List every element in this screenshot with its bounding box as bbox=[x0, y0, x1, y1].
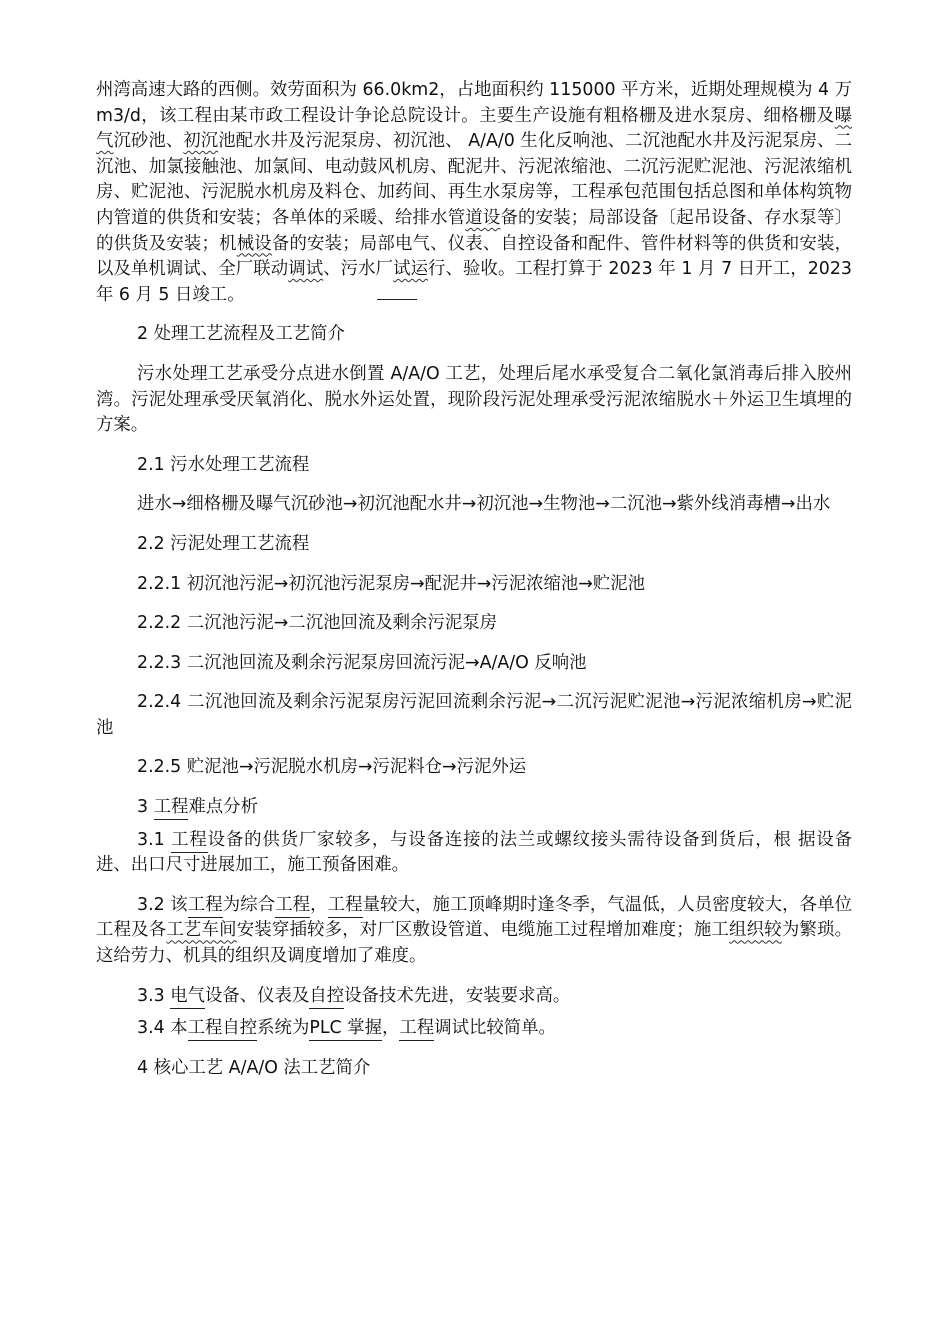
text-run: 行、验收。工程打算于 2023 年 1 月 7 日开工，2023 年 6 月 5 日竣工。 bbox=[96, 259, 852, 305]
underlined-term: 工程 bbox=[327, 894, 363, 915]
underlined-term: 工程 bbox=[153, 797, 189, 818]
spellcheck-word: 道设 bbox=[465, 207, 501, 228]
sludge-flow-item-3: 2.2.3 二沉池回流及剩余污泥泵房回流污泥→A/A/O 反响池 bbox=[137, 652, 587, 673]
difficulty-paragraph-2 bbox=[96, 893, 852, 970]
underlined-term: PLC 掌握 bbox=[309, 1018, 382, 1039]
section-heading-4: 4 核心工艺 A/A/O 法工艺简介 bbox=[137, 1057, 371, 1078]
text-run: 为综合 bbox=[222, 894, 276, 915]
difficulty-paragraph-3 bbox=[96, 984, 852, 1010]
underlined-term: 工程 bbox=[171, 829, 208, 850]
section-heading-2-2: 2.2 污泥处理工艺流程 bbox=[137, 533, 310, 554]
difficulty-paragraph-4 bbox=[96, 1016, 852, 1042]
text-run: 难点分析 bbox=[188, 797, 258, 818]
text-run: 系统为 bbox=[257, 1018, 310, 1039]
text-run: 3.2 该 bbox=[137, 894, 188, 915]
section-heading-3 bbox=[96, 795, 852, 821]
text-run: ， bbox=[381, 1018, 400, 1039]
sewage-flow-paragraph: 进水→细格栅及曝气沉砂池→初沉池配水井→初沉池→生物池→二沉池→紫外线消毒槽→出水 bbox=[137, 494, 831, 515]
text-run: 州湾高速大路的西侧。效劳面积为 66.0km2，占地面积约 115000 平方米，近期处理规模为 4 万 m3/d，该工程由某市政工程设计争论总院设计。主要生产设施有粗格栅及进水泵房、细格栅及 bbox=[96, 80, 852, 126]
text-run: 沉砂池、 bbox=[113, 131, 184, 152]
text-run: 为繁琐。这给劳力、机具的组织及调度增加了难度。 bbox=[96, 920, 852, 967]
sludge-flow-item-4: 2.2.4 二沉池回流及剩余污泥泵房污泥回流剩余污泥→二沉污泥贮泥池→污泥浓缩机房→贮泥池 bbox=[96, 692, 852, 738]
text-run: 3.3 bbox=[137, 985, 171, 1006]
text-run: 备的安装；局部电气、仪表、自控设备和配件、管件材料等的供货和安装，以及单机调试、全厂联动 bbox=[96, 233, 852, 280]
text-run: 3.1 bbox=[137, 829, 172, 850]
text-run: 设备的供货厂家较多，与设备连接的法兰或螺纹接头需待设备到货后，根 据设备进、出口尺寸进展加工，施工预备困难。 bbox=[96, 829, 852, 876]
spellcheck-word: 组织较 bbox=[729, 920, 782, 941]
section-heading-2: 2 处理工艺流程及工艺简介 bbox=[137, 324, 345, 345]
text-run: 设备、仪表及 bbox=[204, 985, 310, 1006]
spellcheck-word: 初沉 bbox=[183, 131, 219, 152]
underlined-term: 工程 bbox=[399, 1018, 435, 1039]
intro-paragraph bbox=[96, 78, 852, 308]
sludge-flow-item-1: 2.2.1 初沉池污泥→初沉池污泥泵房→配泥井→污泥浓缩池→贮泥池 bbox=[137, 573, 646, 594]
text-run: ， bbox=[310, 894, 328, 915]
text-run: 量较大，施工顶峰期时逢冬季，气温低，人员密度较大，各单位工程及各 bbox=[96, 894, 852, 941]
spellcheck-word: 试运 bbox=[393, 259, 429, 280]
sludge-flow-item-2: 2.2.2 二沉池污泥→二沉池回流及剩余污泥泵房 bbox=[137, 613, 497, 634]
underlined-term: 工程 bbox=[187, 894, 223, 915]
spellcheck-word: 曝气 bbox=[96, 105, 852, 152]
process-overview-paragraph: 污水处理工艺承受分点进水倒置 A/A/O 工艺，处理后尾水承受复合二氧化氯消毒后排入胶州湾。污泥处理承受厌氧消化、脱水外运处置，现阶段污泥处理承受污泥浓缩脱水＋外运卫生填埋的方案。 bbox=[96, 363, 852, 436]
text-run: 池配水井及污泥泵房、初沉池、 A/A/0 生化反响池、二沉池配水井及污泥泵房、二沉池、加氯接触池、加氯间、电动鼓风机房、配泥井、污泥浓缩池、二沉污泥贮泥池、污泥浓缩机房、贮泥池、污泥脱水机房及料仓、加药间、再生水泵房等，工程承包范围包括总图和单体构筑物内管道的供货和安装；各单体的采暖、给排水管 bbox=[96, 131, 852, 228]
text-run: 调试比较简单。 bbox=[434, 1018, 556, 1039]
text-run: 设备技术先进，安装要求高。 bbox=[344, 985, 571, 1006]
sludge-flow-item-5: 2.2.5 贮泥池→污泥脱水机房→污泥料仓→污泥外运 bbox=[137, 757, 527, 778]
text-run: 3.4 本 bbox=[137, 1018, 188, 1039]
underlined-term: 电气 bbox=[170, 985, 205, 1006]
text-run: 3 bbox=[137, 797, 154, 818]
underlined-term: 工程 bbox=[275, 894, 311, 915]
text-run: 备的安装；局部设备〔起吊设备、存水泵等〕的供货及安装；机 bbox=[96, 207, 852, 254]
underlined-term: 工程自控 bbox=[187, 1018, 258, 1039]
underlined-term: 自控 bbox=[309, 985, 345, 1006]
text-run: 安装穿插较多，对厂区敷设管道、电缆施工过程增加难度；施工 bbox=[236, 920, 730, 941]
text-run: 、污水厂 bbox=[323, 259, 394, 280]
spellcheck-word: 调试 bbox=[288, 259, 324, 280]
blank-underline bbox=[377, 298, 417, 300]
spellcheck-word: 工艺车间 bbox=[166, 920, 237, 941]
document-page bbox=[96, 78, 852, 1095]
difficulty-paragraph-1 bbox=[96, 828, 852, 879]
section-heading-2-1: 2.1 污水处理工艺流程 bbox=[137, 454, 310, 475]
spellcheck-word: 械设 bbox=[236, 233, 272, 254]
